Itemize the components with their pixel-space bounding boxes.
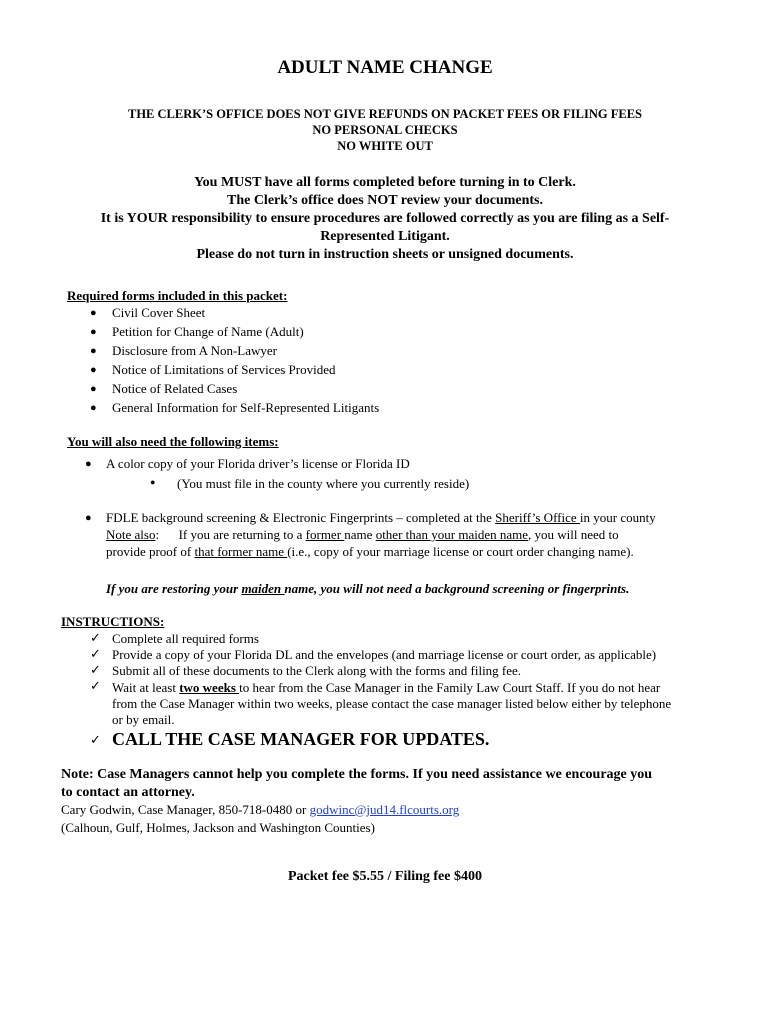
list-item: Notice of Limitations of Services Provided — [112, 362, 336, 377]
proof-needed-text: , you will need to — [528, 527, 619, 542]
must-line-5: Please do not turn in instruction sheets or unsigned documents. — [196, 247, 574, 262]
fee-line: Packet fee $5.55 / Filing fee $400 — [287, 869, 482, 884]
must-line-3: It is YOUR responsibility to ensure procedures are followed correctly as you are filing as a Self- — [100, 211, 670, 226]
wait-line-2: from the Case Manager within two weeks, please contact the case manager listed below either by telephone — [112, 696, 672, 711]
county-residency-note: (You must file in the county where you currently reside) — [177, 476, 470, 491]
maiden-note-end: name, you will not need a background screening or fingerprints. — [284, 581, 630, 596]
call-case-manager: CALL THE CASE MANAGER FOR UPDATES. — [112, 729, 490, 749]
page-title: ADULT NAME CHANGE — [277, 57, 493, 78]
email-link[interactable]: godwinc@jud14.flcourts.org — [309, 802, 460, 817]
fdle-line-1 — [106, 510, 656, 526]
must-line-1: You MUST have all forms completed before turning in to Clerk. — [194, 175, 576, 190]
case-manager-contact: Cary Godwin, Case Manager, 850-718-0480 or — [61, 802, 310, 817]
bullet-icon: ● — [90, 307, 97, 319]
checkmark-icon: ✓ — [90, 630, 101, 645]
list-item: Notice of Related Cases — [112, 381, 238, 396]
no-refunds-notice: THE CLERK’S OFFICE DOES NOT GIVE REFUNDS ON PACKET FEES OR FILING FEES — [128, 107, 642, 121]
two-weeks-text: two weeks — [179, 680, 240, 695]
bullet-icon: ● — [85, 458, 92, 470]
contact-line — [61, 802, 459, 818]
must-line-4: Represented Litigant. — [320, 229, 450, 244]
instruction-item: Complete all required forms — [112, 631, 259, 646]
list-item: Civil Cover Sheet — [112, 305, 206, 320]
note-also-label: Note also — [106, 527, 156, 542]
list-item: Petition for Change of Name (Adult) — [112, 324, 304, 339]
wait-line-1 — [112, 680, 660, 696]
note-line-2: to contact an attorney. — [61, 785, 195, 800]
proof-examples-text: (i.e., copy of your marriage license or court order changing name). — [287, 544, 634, 559]
fdle-text: FDLE background screening & Electronic Fingerprints – completed at the — [106, 510, 496, 525]
maiden-name-note — [106, 581, 629, 597]
bullet-icon: ● — [90, 364, 97, 376]
checkmark-icon: ✓ — [90, 732, 101, 747]
wait-line-3: or by email. — [112, 712, 175, 727]
no-whiteout-notice: NO WHITE OUT — [337, 139, 433, 153]
instruction-item: Provide a copy of your Florida DL and the envelopes (and marriage license or court order, as applicable) — [112, 647, 657, 662]
counties-line: (Calhoun, Gulf, Holmes, Jackson and Washington Counties) — [61, 820, 375, 835]
no-checks-notice: NO PERSONAL CHECKS — [312, 123, 458, 137]
instruction-item: Submit all of these documents to the Clerk along with the forms and filing fee. — [112, 663, 522, 678]
fdle-text-end: in your county — [579, 510, 656, 525]
maiden-note-start: If you are restoring your — [106, 581, 242, 596]
former-word: former — [305, 527, 345, 542]
bullet-icon: ● — [85, 512, 92, 524]
bullet-icon: ● — [150, 477, 156, 487]
list-item: Disclosure from A Non-Lawyer — [112, 343, 277, 358]
bullet-icon: ● — [90, 345, 97, 357]
fdle-line-2 — [106, 527, 619, 543]
id-copy-item: A color copy of your Florida driver’s license or Florida ID — [106, 456, 410, 471]
bullet-icon: ● — [90, 402, 97, 414]
maiden-word: maiden — [241, 581, 285, 596]
name-word: name — [344, 527, 376, 542]
sheriffs-office-text: Sheriff’s Office — [495, 510, 580, 525]
list-item: General Information for Self-Represented Litigants — [112, 400, 380, 415]
checkmark-icon: ✓ — [90, 646, 101, 661]
must-line-2: The Clerk’s office does NOT review your documents. — [226, 193, 543, 208]
bullet-icon: ● — [90, 326, 97, 338]
instructions-heading: INSTRUCTIONS: — [61, 614, 165, 629]
that-former-name-text: that former name — [194, 544, 288, 559]
checkmark-icon: ✓ — [90, 662, 101, 677]
required-forms-heading: Required forms included in this packet: — [67, 288, 288, 303]
also-need-heading: You will also need the following items: — [67, 434, 279, 449]
other-than-maiden-text: other than your maiden name — [375, 527, 529, 542]
note-line-1: Note: Case Managers cannot help you complete the forms. If you need assistance we encourage you — [61, 767, 653, 782]
bullet-icon: ● — [90, 383, 97, 395]
checkmark-icon: ✓ — [90, 678, 101, 693]
wait-text: Wait at least — [112, 680, 180, 695]
provide-proof-text: provide proof of — [106, 544, 195, 559]
wait-text-end: to hear from the Case Manager in the Family Law Court Staff. If you do not hear — [239, 680, 661, 695]
former-name-text: : If you are returning to a — [155, 527, 306, 542]
fdle-line-3 — [106, 544, 634, 560]
